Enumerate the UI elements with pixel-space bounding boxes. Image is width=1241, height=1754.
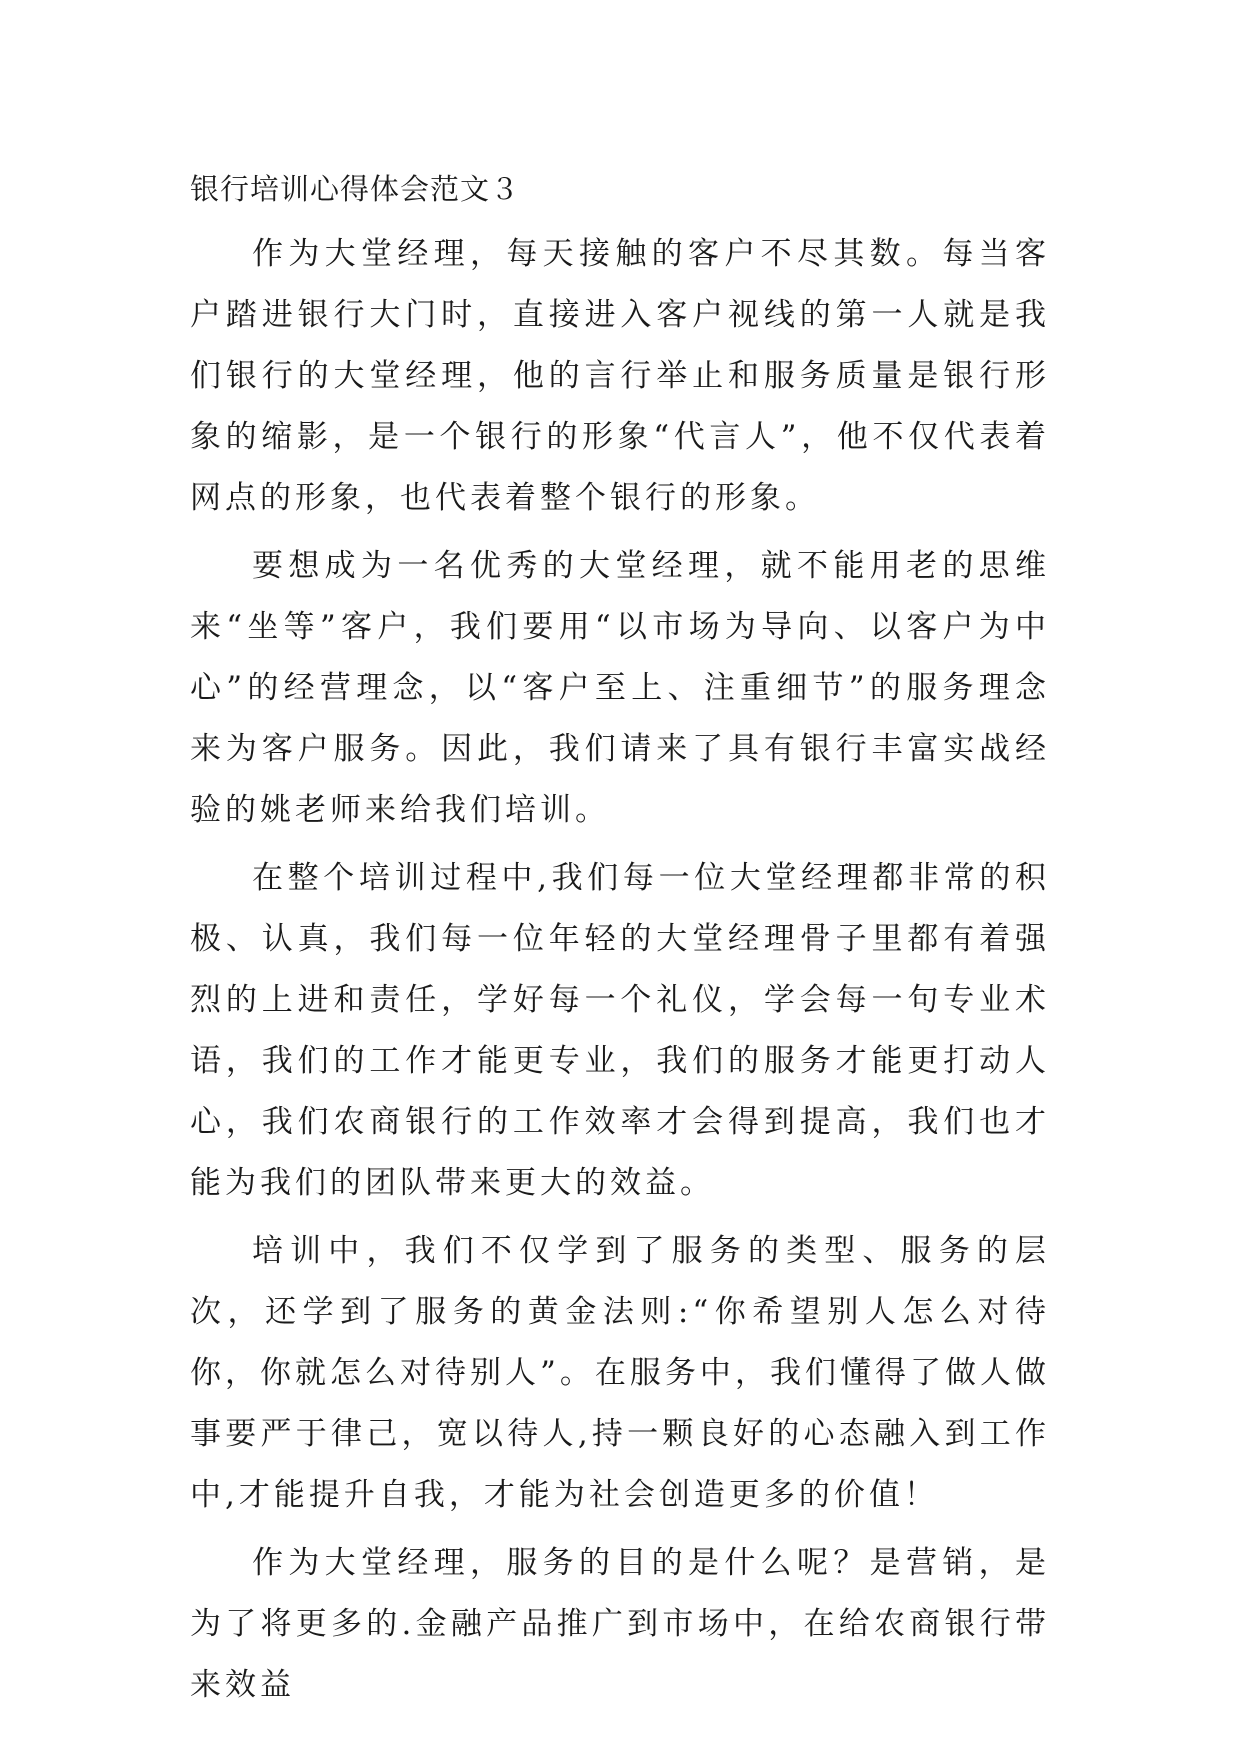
- paragraph-3: 在整个培训过程中,我们每一位大堂经理都非常的积极、认真，我们每一位年轻的大堂经理骨子里都有着强烈的上进和责任，学好每一个礼仪，学会每一句专业术语，我们的工作才能更专业，我们的服务才能更打动人心，我们农商银行的工作效率才会得到提高，我们也才能为我们的团队带来更大的效益。: [190, 860, 1050, 1201]
- paragraph-2: 要想成为一名优秀的大堂经理，就不能用老的思维来“坐等”客户，我们要用“以市场为导向、以客户为中心”的经营理念，以“客户至上、注重细节”的服务理念来为客户服务。因此，我们请来了具有银行丰富实战经验的姚老师来给我们培训。: [190, 548, 1050, 828]
- paragraph-4: 培训中，我们不仅学到了服务的类型、服务的层次，还学到了服务的黄金法则:“你希望别人怎么对待你，你就怎么对待别人”。在服务中，我们懂得了做人做事要严于律己，宽以待人,持一颗良好的心态融入到工作中,才能提升自我，才能为社会创造更多的价值！: [190, 1233, 1050, 1513]
- paragraph-1: 作为大堂经理，每天接触的客户不尽其数。每当客户踏进银行大门时，直接进入客户视线的第一人就是我们银行的大堂经理，他的言行举止和服务质量是银行形象的缩影，是一个银行的形象“代言人”，他不仅代表着网点的形象，也代表着整个银行的形象。: [190, 236, 1050, 516]
- document-page: [190, 165, 1050, 1723]
- document-title: 银行培训心得体会范文３: [190, 172, 521, 206]
- paragraph-5: 作为大堂经理，服务的目的是什么呢？是营销，是为了将更多的.金融产品推广到市场中，在给农商银行带来效益: [190, 1545, 1050, 1703]
